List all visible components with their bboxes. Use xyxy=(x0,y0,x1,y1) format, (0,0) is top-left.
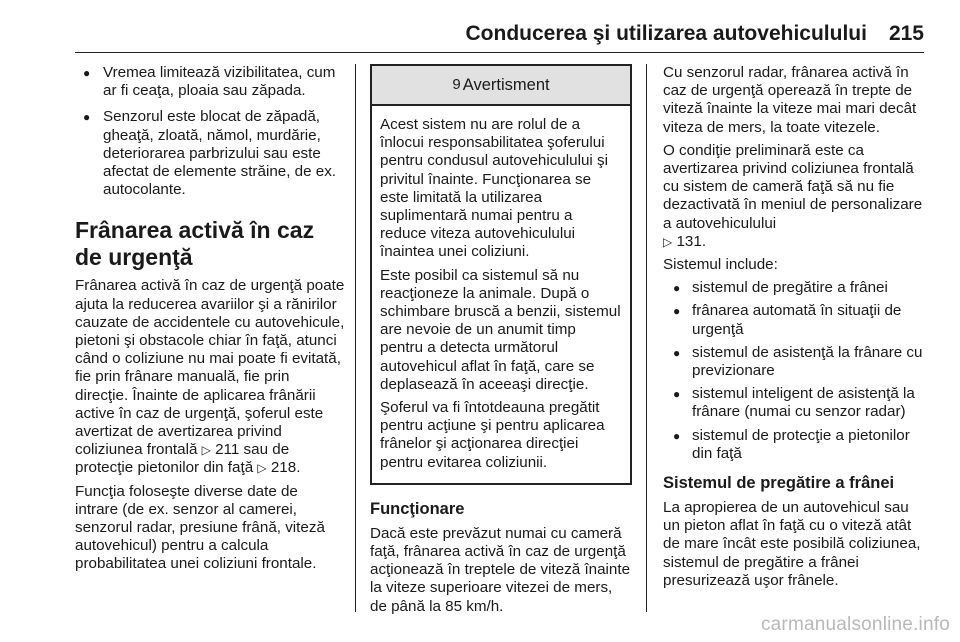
column-2 xyxy=(370,64,632,621)
list-item: ● sistemul de pregătire a frânei xyxy=(663,279,925,297)
list-item: ● sistemul inteligent de asistenţă la frânare (numai cu senzor radar) xyxy=(663,385,925,421)
paragraph: La apropierea de un autovehicul sau un pieton aflat în faţă cu o viteză atât de mare încât este posibilă coliziunea, sistemul de pregătire a frânei presurizează uşor frânele. xyxy=(663,499,921,589)
section-heading: Funcţionare xyxy=(370,499,465,518)
warning-title: Avertisment xyxy=(462,75,550,94)
page-reference-link[interactable]: 211 xyxy=(215,441,240,459)
list-item: ● frânarea automată în situaţii de urgenţă xyxy=(663,302,925,338)
list-item: ● sistemul de protecţie a pietonilor din faţă xyxy=(663,427,925,463)
page-header xyxy=(75,22,924,53)
column-3 xyxy=(663,64,925,595)
section-heading: Frânarea activă în caz de urgenţă xyxy=(75,217,315,271)
column-divider xyxy=(355,64,356,612)
column-1 xyxy=(75,64,345,579)
page-reference-link[interactable]: 131 xyxy=(676,232,702,250)
section-heading: Sistemul de pregătire a frânei xyxy=(663,474,895,493)
list-item: ● Vremea limitează vizibilitatea, cum ar fi ceaţa, ploaia sau zăpada. xyxy=(75,64,345,100)
watermark: carmanualsonline.info xyxy=(760,614,950,635)
page-reference-link[interactable]: 218 xyxy=(270,459,297,477)
paragraph: Cu senzorul radar, frânarea activă în caz de urgenţă operează în trepte de viteză înainte la viteze mai mari decât viteza de mers, la toate vitezele. xyxy=(663,64,917,136)
paragraph: Este posibil ca sistemul să nu reacţioneze la animale. După o schimbare bruscă a benzii, sistemul are nevoie de un anumit timp pentru a detecta următorul autovehicul aflat în faţă, care se deplasează în aceeaşi direcţie. xyxy=(380,266,621,393)
bullet-list xyxy=(75,64,345,199)
paragraph: Şoferul va fi întotdeauna pregătit pentru acţiune şi pentru aplicarea frânelor şi acţionarea direcţiei pentru evitarea coliziunii. xyxy=(380,399,605,471)
paragraph: Sistemul include: xyxy=(663,256,778,274)
page-reference-icon: ▷ xyxy=(201,443,211,458)
page-reference-icon: ▷ xyxy=(257,461,267,476)
page-reference-icon: ▷ xyxy=(663,234,673,249)
page-number: 215 xyxy=(888,22,924,45)
paragraph: Frânarea activă în caz de urgenţă poate ajuta la reducerea avariilor şi a rănirilor cauzate de accidentele cu autovehicule, pietoni şi obstacole chiar în faţă, atunci când o coliziune nu mai poate fi evitată, fie prin frânare manuală, fie prin direcţie. Înainte de aplicarea frânării active în caz de urgenţă, şoferul este avertizat de avertizarea privind coliziunea frontală ▷ 211 sau de protecţie pietonilor din faţă ▷ 218. xyxy=(75,277,345,477)
page-title: Conducerea şi utilizarea autovehiculului xyxy=(465,22,867,45)
warning-icon: 9 xyxy=(452,75,461,93)
warning-box xyxy=(370,64,632,485)
warning-header xyxy=(372,66,630,106)
paragraph: Dacă este prevăzut numai cu cameră faţă, frânarea activă în caz de urgenţă acţionează în treptele de viteză înainte la viteze superioare vitezei de mers, de până la 85 km/h. xyxy=(370,524,631,615)
paragraph: Funcţia foloseşte diverse date de intrare (de ex. senzor al camerei, senzorul radar, presiune frână, viteză autovehicul) pentru a calcula probabilitatea unei coliziuni frontale. xyxy=(75,482,325,573)
paragraph: O condiţie preliminară este ca avertizarea privind coliziunea frontală cu sistem de cameră faţă să nu fie dezactivată în meniul de personalizare a autovehiculului ▷ 131. xyxy=(663,141,923,250)
list-item: ● Senzorul este blocat de zăpadă, gheaţă, zloată, nămol, murdărie, deteriorarea parbrizului sau este afectat de elemente străine, de ex. autocolante. xyxy=(75,108,345,199)
bullet-list xyxy=(663,279,925,463)
paragraph: Acest sistem nu are rolul de a înlocui responsabilitatea şoferului pentru condusul autovehiculului şi privitul înainte. Funcţionarea se este limitată la utilizarea suplimentară numai pentru a reduce viteza autovehiculului înaintea unei coliziuni. xyxy=(380,116,608,261)
column-divider xyxy=(646,64,647,612)
warning-body xyxy=(372,106,630,483)
list-item: ● sistemul de asistenţă la frânare cu previzionare xyxy=(663,344,925,380)
